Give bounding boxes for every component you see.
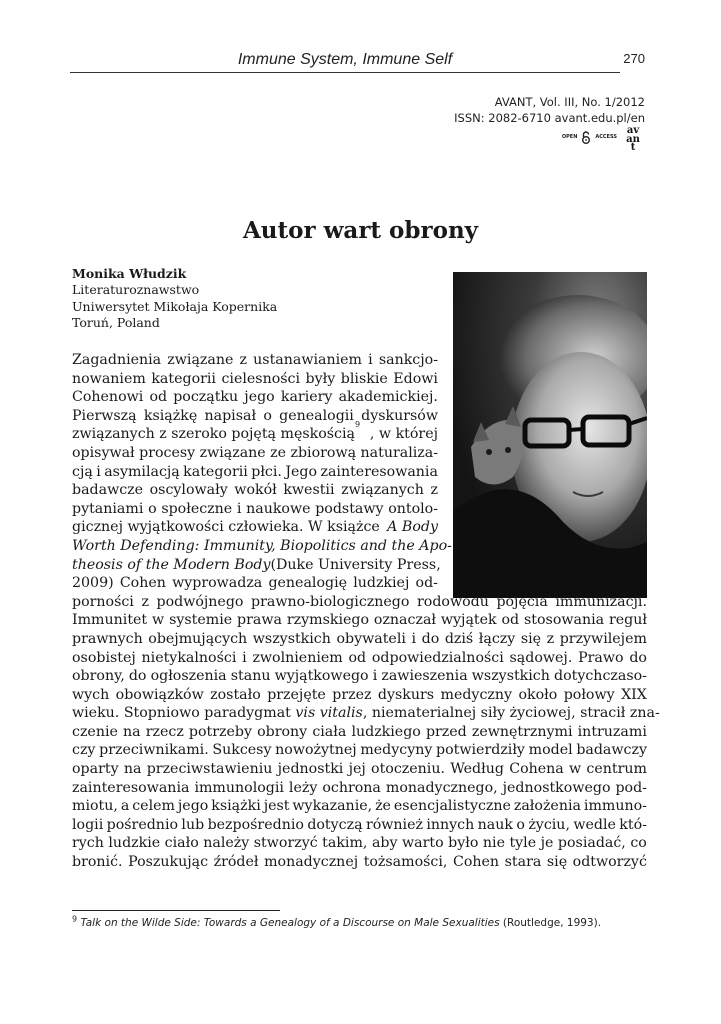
body-word: wyjątek (440, 612, 497, 629)
body-word: się (546, 854, 568, 871)
body-word: związanych (341, 482, 424, 499)
body-word: się (520, 630, 542, 647)
body-word: badawcze (72, 482, 144, 499)
body-word: Cohena (509, 761, 564, 778)
body-word: jednostki (277, 761, 344, 778)
body-line (72, 481, 438, 500)
body-word: i (372, 668, 378, 685)
body-word: obrony, (72, 668, 125, 685)
body-word: płci. (251, 463, 282, 480)
body-line-text: wieku. Stopniowo paradygmat (72, 705, 291, 722)
body-word: pod- (615, 779, 647, 796)
body-word: Immunitet (72, 612, 148, 629)
body-word: model (528, 742, 573, 759)
body-word: i (368, 352, 373, 368)
body-word: sądowej. (509, 649, 573, 666)
body-word: oparty (72, 761, 119, 778)
body-line-text: , w której (369, 426, 438, 443)
body-word: jest (263, 798, 290, 815)
body-word: ochrona (322, 779, 381, 796)
open-access-lock-icon (581, 131, 591, 144)
body-word: opisywał (72, 444, 135, 461)
body-word: nietykalności (141, 649, 237, 666)
latin-term: vis vitalis (295, 705, 363, 722)
body-word: tożsamości, (363, 854, 448, 871)
body-line (72, 518, 438, 537)
footnote-ref[interactable]: 9 (354, 420, 361, 430)
body-word: jednostkowego (502, 779, 611, 796)
body-word: bronić. (72, 854, 123, 871)
body-word: rodowodu (417, 593, 489, 610)
body-word: obywateli (336, 630, 406, 647)
body-word: i (411, 630, 417, 647)
body-word: esencjalistyczne (393, 798, 511, 815)
body-word: zwolnieniem (252, 649, 343, 666)
body-word: do (421, 630, 440, 647)
body-word: warto (402, 835, 444, 852)
body-word: obowiązków (115, 686, 204, 703)
book-title-part: A Body (387, 519, 438, 536)
body-line (72, 816, 647, 835)
body-word: było (448, 835, 479, 852)
body-line (72, 853, 647, 872)
body-word: naukowe (246, 500, 311, 517)
body-word: przeciwnikami. (99, 742, 209, 759)
body-line-text: , niematerialnej siły życiowej, stracił zna- (362, 705, 660, 722)
body-word: do (629, 649, 647, 666)
body-word: zainteresowania (320, 463, 438, 480)
body-word: badawczy (576, 742, 647, 759)
body-line (72, 537, 452, 556)
body-word: ustanawianiem (253, 352, 362, 368)
body-word: rych (72, 835, 104, 852)
body-word: obejmujących (148, 630, 248, 647)
body-word: ze (270, 444, 287, 461)
body-line (72, 649, 647, 668)
body-word: kwestii (283, 482, 335, 499)
body-word: Edowi (393, 370, 438, 387)
body-word: naturaliza- (360, 444, 438, 461)
body-word: lub (181, 816, 205, 833)
body-word: oznaczał (373, 612, 436, 629)
body-word: Cohen (452, 854, 500, 871)
body-word: z (546, 630, 555, 647)
journal-logos (562, 124, 645, 150)
body-word: 2009) (72, 575, 114, 592)
body-word: w (152, 612, 165, 629)
body-word: od (348, 649, 367, 666)
body-word: Zagadnienia (72, 352, 162, 368)
body-word: książkę (143, 407, 198, 424)
svg-text:t: t (630, 142, 636, 150)
body-word: odtworzyć (572, 854, 647, 871)
body-word: immunologii (194, 779, 284, 796)
body-word: ciało (164, 835, 199, 852)
body-word: łączy (478, 630, 516, 647)
body-word: o (148, 500, 157, 517)
body-word: co (630, 835, 647, 852)
page-number: 270 (623, 51, 645, 66)
body-line (72, 667, 647, 686)
body-word: wedle (573, 816, 616, 833)
body-word: zbiorową (290, 444, 357, 461)
author-university: Uniwersytet Mikołaja Kopernika (72, 298, 278, 314)
body-word: nie (482, 835, 505, 852)
body-word: czy (72, 742, 96, 759)
body-word: immuno- (583, 798, 647, 815)
body-word: zainteresowania (72, 779, 190, 796)
body-word: miotu, (72, 798, 118, 815)
header-rule (70, 72, 620, 73)
body-word: potrzeby (188, 723, 252, 740)
footnote (72, 914, 602, 929)
body-word: XIX (621, 686, 647, 703)
body-word: aby (371, 835, 398, 852)
body-word: wych (72, 686, 110, 703)
body-word: początku (173, 389, 239, 406)
open-access-label-right: ACCESS (595, 134, 617, 140)
body-word: nowożytnej (275, 742, 357, 759)
body-word: napisał (204, 407, 257, 424)
body-word: na (123, 723, 141, 740)
body-line (72, 611, 647, 630)
body-word: Według (450, 761, 504, 778)
body-word: odpowiedzialności (371, 649, 504, 666)
body-word: pytaniami (72, 500, 144, 517)
body-word: Pierwszą (72, 407, 137, 424)
body-word: od (149, 389, 168, 406)
body-word: centrum (586, 761, 647, 778)
body-word: porności (72, 593, 134, 610)
avant-logo-icon (621, 124, 645, 150)
body-word: wszystkich (252, 630, 331, 647)
body-word: nowaniem (72, 370, 146, 387)
body-word: asymilacją (104, 463, 180, 480)
body-word: związane (199, 444, 266, 461)
body-word: przeciwstawieniu (146, 761, 273, 778)
body-word: systemie (169, 612, 233, 629)
body-word: należy (203, 835, 250, 852)
journal-info (454, 94, 645, 126)
body-word: nauk (477, 816, 513, 833)
body-word: czenie (72, 723, 118, 740)
body-word: stara (504, 854, 542, 871)
body-word: połowy (563, 686, 615, 703)
body-word: związane (167, 352, 234, 368)
body-line (72, 407, 438, 426)
body-line (72, 779, 647, 798)
journal-volume: AVANT, Vol. III, No. 1/2012 (494, 95, 645, 109)
body-word: książki (211, 798, 261, 815)
body-word: około (518, 686, 558, 703)
body-word: Cohenowi (72, 389, 144, 406)
body-word: ludzkiego (351, 723, 421, 740)
body-word: również (365, 816, 423, 833)
body-line (72, 593, 647, 612)
body-word: procesy (139, 444, 196, 461)
body-word: zostało (210, 686, 261, 703)
body-word: innych (426, 816, 475, 833)
body-word: zawieszenia (381, 668, 468, 685)
body-word: genealogii (279, 407, 354, 424)
body-word: zewnętrznymi (471, 723, 573, 740)
body-word: cielesności (221, 370, 301, 387)
body-word: z (239, 352, 248, 368)
body-word: reguł (609, 612, 647, 629)
body-word: oscylowały (149, 482, 228, 499)
body-word: na (123, 761, 142, 778)
body-word: prawa (237, 612, 282, 629)
svg-text:an: an (626, 134, 640, 145)
body-word: pośrednio (106, 816, 179, 833)
body-word: źródeł (213, 854, 259, 871)
body-line (72, 500, 438, 519)
body-line-text: (Duke University Press, (270, 556, 441, 573)
book-title-part: theosis of the Modern Body (72, 556, 271, 573)
author-block (72, 266, 277, 331)
body-word: stanu (230, 668, 271, 685)
body-word: kategorii (183, 463, 248, 480)
body-word: wokół (234, 482, 277, 499)
body-word: kariery (280, 389, 333, 406)
body-line (72, 704, 660, 723)
body-word: obrony (257, 723, 308, 740)
body-word: dyskurs (377, 686, 435, 703)
body-word: przez (332, 686, 372, 703)
body-word: a (120, 798, 130, 815)
body-word: w (569, 761, 582, 778)
body-word: bliskie (340, 370, 388, 387)
body-word: były (305, 370, 336, 387)
body-word: akademickiej. (338, 389, 438, 406)
body-word: społeczne (161, 500, 233, 517)
body-word: jej (348, 761, 366, 778)
body-word: leży (288, 779, 318, 796)
body-word: i (236, 500, 242, 517)
body-word: stosowania (524, 612, 605, 629)
body-word: intruzami (577, 723, 647, 740)
body-word: dziś (444, 630, 474, 647)
body-word: medyczny (440, 686, 513, 703)
body-word: monadycznej (264, 854, 359, 871)
body-word: dyskursów (361, 407, 438, 424)
body-line (72, 760, 647, 779)
body-line (72, 351, 438, 370)
body-word: i (96, 463, 101, 480)
body-word: ontolo- (388, 500, 438, 517)
body-word: podwójnego (156, 593, 244, 610)
running-title: Immune System, Immune Self (237, 51, 453, 68)
article-title: Autor wart obrony (242, 217, 479, 244)
body-word: dotychczaso- (554, 668, 647, 685)
body-line (72, 630, 647, 649)
author-name: Monika Włudzik (72, 266, 187, 281)
body-line (72, 463, 438, 482)
body-word: wyprowadza (172, 575, 263, 592)
body-word: posiadać, (557, 835, 626, 852)
body-word: tyle (509, 835, 537, 852)
body-word: prawnych (72, 630, 143, 647)
body-word: prawno-biologicznego (251, 593, 410, 610)
body-word: wyjątkowego (274, 668, 369, 685)
body-word: przed (425, 723, 467, 740)
body-word: sankcjo- (378, 352, 438, 368)
body-word: podstawy (315, 500, 384, 517)
open-access-label-left: OPEN (561, 134, 578, 140)
body-word: logii (72, 816, 104, 833)
body-word: Prawo (578, 649, 624, 666)
body-line (72, 388, 438, 407)
body-word: ludzkie (108, 835, 161, 852)
journal-issn[interactable]: ISSN: 2082-6710 avant.edu.pl/en (454, 111, 645, 125)
body-word: ciała (312, 723, 347, 740)
body-line-text: związanych z szeroko pojętą męskością (72, 426, 355, 443)
body-word: wykazanie, (292, 798, 373, 815)
body-line (72, 686, 647, 705)
body-word: dotyczą (307, 816, 363, 833)
author-location: Toruń, Poland (72, 314, 160, 330)
body-word: pojęcia (496, 593, 548, 610)
body-word: rzymskiego (286, 612, 370, 629)
body-word: genealogię (268, 575, 348, 592)
body-word: Sukcesy (212, 742, 272, 759)
body-word: życiu, (528, 816, 570, 833)
body-line (72, 556, 441, 575)
body-word: założenia (513, 798, 581, 815)
body-word: cją (72, 463, 93, 480)
book-title-part: Worth Defending: Immunity, Biopolitics and the Apo- (72, 537, 452, 554)
body-word: Jego (285, 463, 318, 480)
body-line (72, 797, 647, 816)
body-word: je (540, 835, 554, 852)
body-word: medycyny (360, 742, 433, 759)
body-word: od (501, 612, 520, 629)
body-line (72, 723, 647, 742)
body-word: z (141, 593, 149, 610)
body-line (72, 741, 647, 760)
body-word: stworzyć (253, 835, 318, 852)
body-word: do (128, 668, 147, 685)
body-word: potwierdziły (436, 742, 525, 759)
body-word: Poszukując (128, 854, 209, 871)
body-word: od- (415, 575, 438, 592)
body-word: któ- (619, 816, 647, 833)
body-line (72, 420, 438, 444)
body-word: i (242, 649, 247, 666)
body-word: immunizacji. (555, 593, 647, 610)
footnote-book-title: Talk on the Wilde Side: Towards a Genealogy of a Discourse on Male Sexualities (80, 917, 500, 929)
body-line (72, 444, 438, 463)
body-line (72, 834, 647, 853)
body-word: z (430, 482, 438, 499)
body-line (72, 370, 438, 389)
body-word: osobistej (72, 649, 136, 666)
article-body (72, 351, 660, 872)
body-line (72, 574, 438, 593)
body-word: Cohen (119, 575, 166, 592)
body-word: wszystkich (471, 668, 550, 685)
footnote-number: 9 (72, 914, 78, 924)
body-word: rzecz (145, 723, 184, 740)
body-word: przejęte (267, 686, 326, 703)
author-field: Literaturoznawstwo (72, 282, 200, 298)
body-word: przywilejem (559, 630, 647, 647)
footnote-publisher: (Routledge, 1993). (499, 917, 602, 929)
body-word: bezpośrednio (207, 816, 304, 833)
footnote-rule (72, 910, 280, 911)
body-line-text: gicznej wyjątkowości człowieka. W książce (72, 519, 380, 536)
body-word: ogłoszenia (150, 668, 227, 685)
body-word: o (263, 407, 272, 424)
body-word: kategorii (151, 370, 216, 387)
body-word: ludzkiej (353, 575, 410, 592)
body-word: monadycznego, (385, 779, 498, 796)
body-word: otoczeniu. (371, 761, 445, 778)
body-word: jego (244, 389, 275, 406)
body-word: że (375, 798, 391, 815)
body-word: celem (132, 798, 175, 815)
body-word: o (516, 816, 525, 833)
body-word: jego (177, 798, 209, 815)
body-word: takim, (322, 835, 368, 852)
svg-text:av: av (626, 125, 640, 136)
